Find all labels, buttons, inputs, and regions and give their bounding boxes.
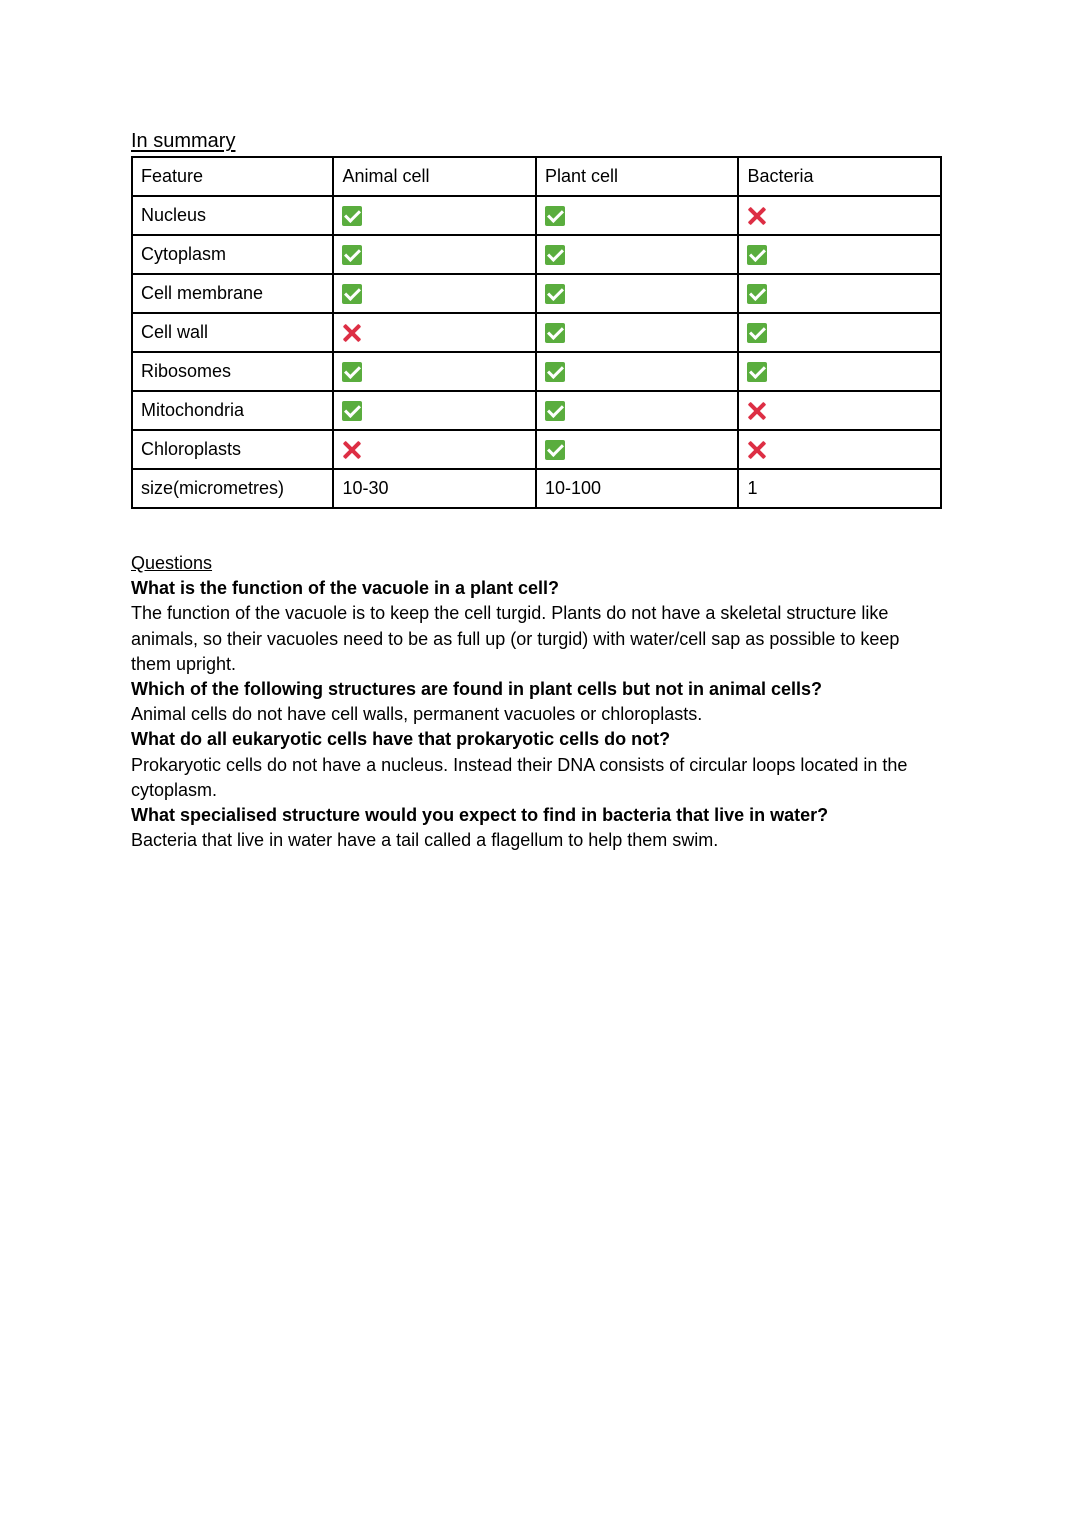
animal-cell (333, 391, 536, 430)
green-check-box-icon (342, 206, 362, 226)
bacteria-cell (738, 235, 941, 274)
green-check-box-icon (747, 284, 767, 304)
feature-cell: Mitochondria (132, 391, 333, 430)
table-row (132, 313, 941, 352)
animal-cell (333, 313, 536, 352)
question-text: What do all eukaryotic cells have that prokaryotic cells do not? (131, 729, 671, 750)
table-row (132, 391, 941, 430)
feature-cell: Ribosomes (132, 352, 333, 391)
size-plant-cell: 10-100 (536, 469, 739, 508)
red-cross-icon (747, 401, 767, 421)
feature-cell: Cytoplasm (132, 235, 333, 274)
table-row (132, 235, 941, 274)
header-plant-cell: Plant cell (536, 157, 739, 196)
table-row (132, 274, 941, 313)
green-check-box-icon (545, 245, 565, 265)
green-check-box-icon (342, 284, 362, 304)
table-row-size (132, 469, 941, 508)
green-check-box-icon (342, 245, 362, 265)
answer-text: Prokaryotic cells do not have a nucleus. Instead their DNA consists of circular loops located in the cytoplasm. (131, 754, 908, 800)
question-text: What specialised structure would you expect to find in bacteria that live in water? (131, 805, 829, 826)
header-bacteria: Bacteria (738, 157, 941, 196)
question-list (131, 576, 931, 853)
table-header-row (132, 157, 941, 196)
answer-text: Bacteria that live in water have a tail called a flagellum to help them swim. (131, 830, 719, 851)
animal-cell (333, 196, 536, 235)
red-cross-icon (342, 440, 362, 460)
red-cross-icon (747, 206, 767, 226)
questions-section (131, 551, 931, 853)
green-check-box-icon (545, 362, 565, 382)
header-feature: Feature (132, 157, 333, 196)
plant-cell (536, 196, 739, 235)
table-row (132, 196, 941, 235)
bacteria-cell (738, 274, 941, 313)
plant-cell (536, 274, 739, 313)
green-check-box-icon (545, 206, 565, 226)
animal-cell (333, 274, 536, 313)
bacteria-cell (738, 391, 941, 430)
feature-cell: Nucleus (132, 196, 333, 235)
red-cross-icon (342, 323, 362, 343)
size-bacteria-cell: 1 (738, 469, 941, 508)
green-check-box-icon (747, 245, 767, 265)
bacteria-cell (738, 196, 941, 235)
cell-comparison-table (131, 156, 942, 509)
green-check-box-icon (545, 440, 565, 460)
questions-heading: Questions (131, 553, 213, 573)
animal-cell (333, 430, 536, 469)
size-animal-cell: 10-30 (333, 469, 536, 508)
plant-cell (536, 313, 739, 352)
bacteria-cell (738, 352, 941, 391)
feature-cell: Cell membrane (132, 274, 333, 313)
answer-text: Animal cells do not have cell walls, permanent vacuoles or chloroplasts. (131, 704, 703, 725)
answer-text: The function of the vacuole is to keep the cell turgid. Plants do not have a skeletal structure like animals, so their vacuoles need to be as full up (or turgid) with water/cell sap as possible to keep them upright. (131, 603, 900, 674)
plant-cell (536, 391, 739, 430)
animal-cell (333, 352, 536, 391)
green-check-box-icon (342, 401, 362, 421)
plant-cell (536, 352, 739, 391)
question-text: What is the function of the vacuole in a plant cell? (131, 578, 560, 599)
red-cross-icon (747, 440, 767, 460)
feature-cell: Chloroplasts (132, 430, 333, 469)
bacteria-cell (738, 430, 941, 469)
green-check-box-icon (545, 284, 565, 304)
green-check-box-icon (545, 323, 565, 343)
green-check-box-icon (342, 362, 362, 382)
question-text: Which of the following structures are found in plant cells but not in animal cells? (131, 679, 823, 700)
animal-cell (333, 235, 536, 274)
green-check-box-icon (545, 401, 565, 421)
summary-heading: In summary (131, 130, 236, 152)
bacteria-cell (738, 313, 941, 352)
feature-cell: Cell wall (132, 313, 333, 352)
green-check-box-icon (747, 323, 767, 343)
size-feature-cell: size(micrometres) (132, 469, 333, 508)
green-check-box-icon (747, 362, 767, 382)
header-animal-cell: Animal cell (333, 157, 536, 196)
plant-cell (536, 430, 739, 469)
plant-cell (536, 235, 739, 274)
table-row (132, 352, 941, 391)
table-row (132, 430, 941, 469)
